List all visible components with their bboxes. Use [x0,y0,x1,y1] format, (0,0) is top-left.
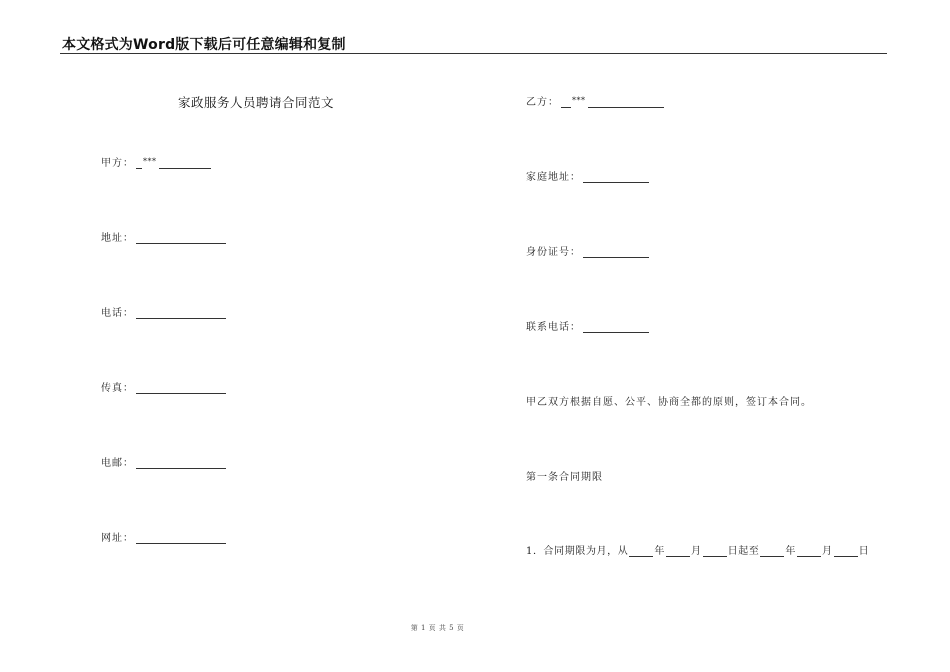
party-b-id-number-field [526,243,649,258]
contact-phone-blank [583,321,649,333]
document-title: 家政服务人员聘请合同范文 [178,95,335,110]
party-a-address-field [101,229,226,244]
start-year-unit: 年 [654,546,665,557]
end-day-blank [834,545,858,557]
contract-preamble: 甲乙双方根据自愿、公平、协商全都的原则，签订本合同。 [526,397,812,408]
home-address-label: 家庭地址： [526,172,581,183]
party-b-blank [588,96,664,108]
party-b-pre-blank [561,96,571,108]
party-a-pre-blank [136,157,142,169]
party-a-blank [159,157,211,169]
party-a-email-field [101,454,226,469]
start-month-unit: 月 [690,546,702,557]
party-a-fax-field [101,379,226,394]
address-label: 地址： [101,233,134,244]
website-label: 网址： [101,533,134,544]
phone-blank [136,307,226,319]
party-b-home-address-field [526,168,649,183]
party-a-phone-field [101,304,226,319]
end-year-blank [760,545,784,557]
id-number-label: 身份证号： [526,247,581,258]
start-year-blank [629,545,653,557]
end-day-unit: 日 [858,546,870,557]
fax-label: 传真： [101,383,134,394]
fax-blank [136,382,226,394]
party-a-label: 甲方： [101,158,134,169]
contact-phone-label: 联系电话： [526,322,581,333]
address-blank [136,232,226,244]
email-blank [136,457,226,469]
home-address-blank [583,171,649,183]
phone-label: 电话： [101,308,134,319]
id-number-blank [583,246,649,258]
header-divider [60,53,887,54]
clause-1-term [526,542,869,557]
end-month-blank [797,545,821,557]
start-day-blank [703,545,727,557]
page-number-footer: 第 1 页 共 5 页 [410,624,465,632]
end-year-unit: 年 [785,546,797,557]
email-label: 电邮： [101,458,134,469]
party-b-field [526,93,664,108]
party-b-name: *** [572,96,586,105]
party-a-field [101,154,211,169]
party-a-website-field [101,529,226,544]
party-b-contact-phone-field [526,318,649,333]
end-month-unit: 月 [822,546,833,557]
start-month-blank [666,545,690,557]
download-notice-banner: 本文格式为Word版下载后可任意编辑和复制 [62,37,346,53]
clause-1-prefix: 1．合同期限为月，从 [526,546,629,557]
party-a-name: *** [143,157,157,166]
website-blank [136,532,226,544]
section-1-heading: 第一条合同期限 [526,472,603,483]
start-day-unit: 日起至 [727,546,760,557]
party-b-label: 乙方： [526,97,559,108]
